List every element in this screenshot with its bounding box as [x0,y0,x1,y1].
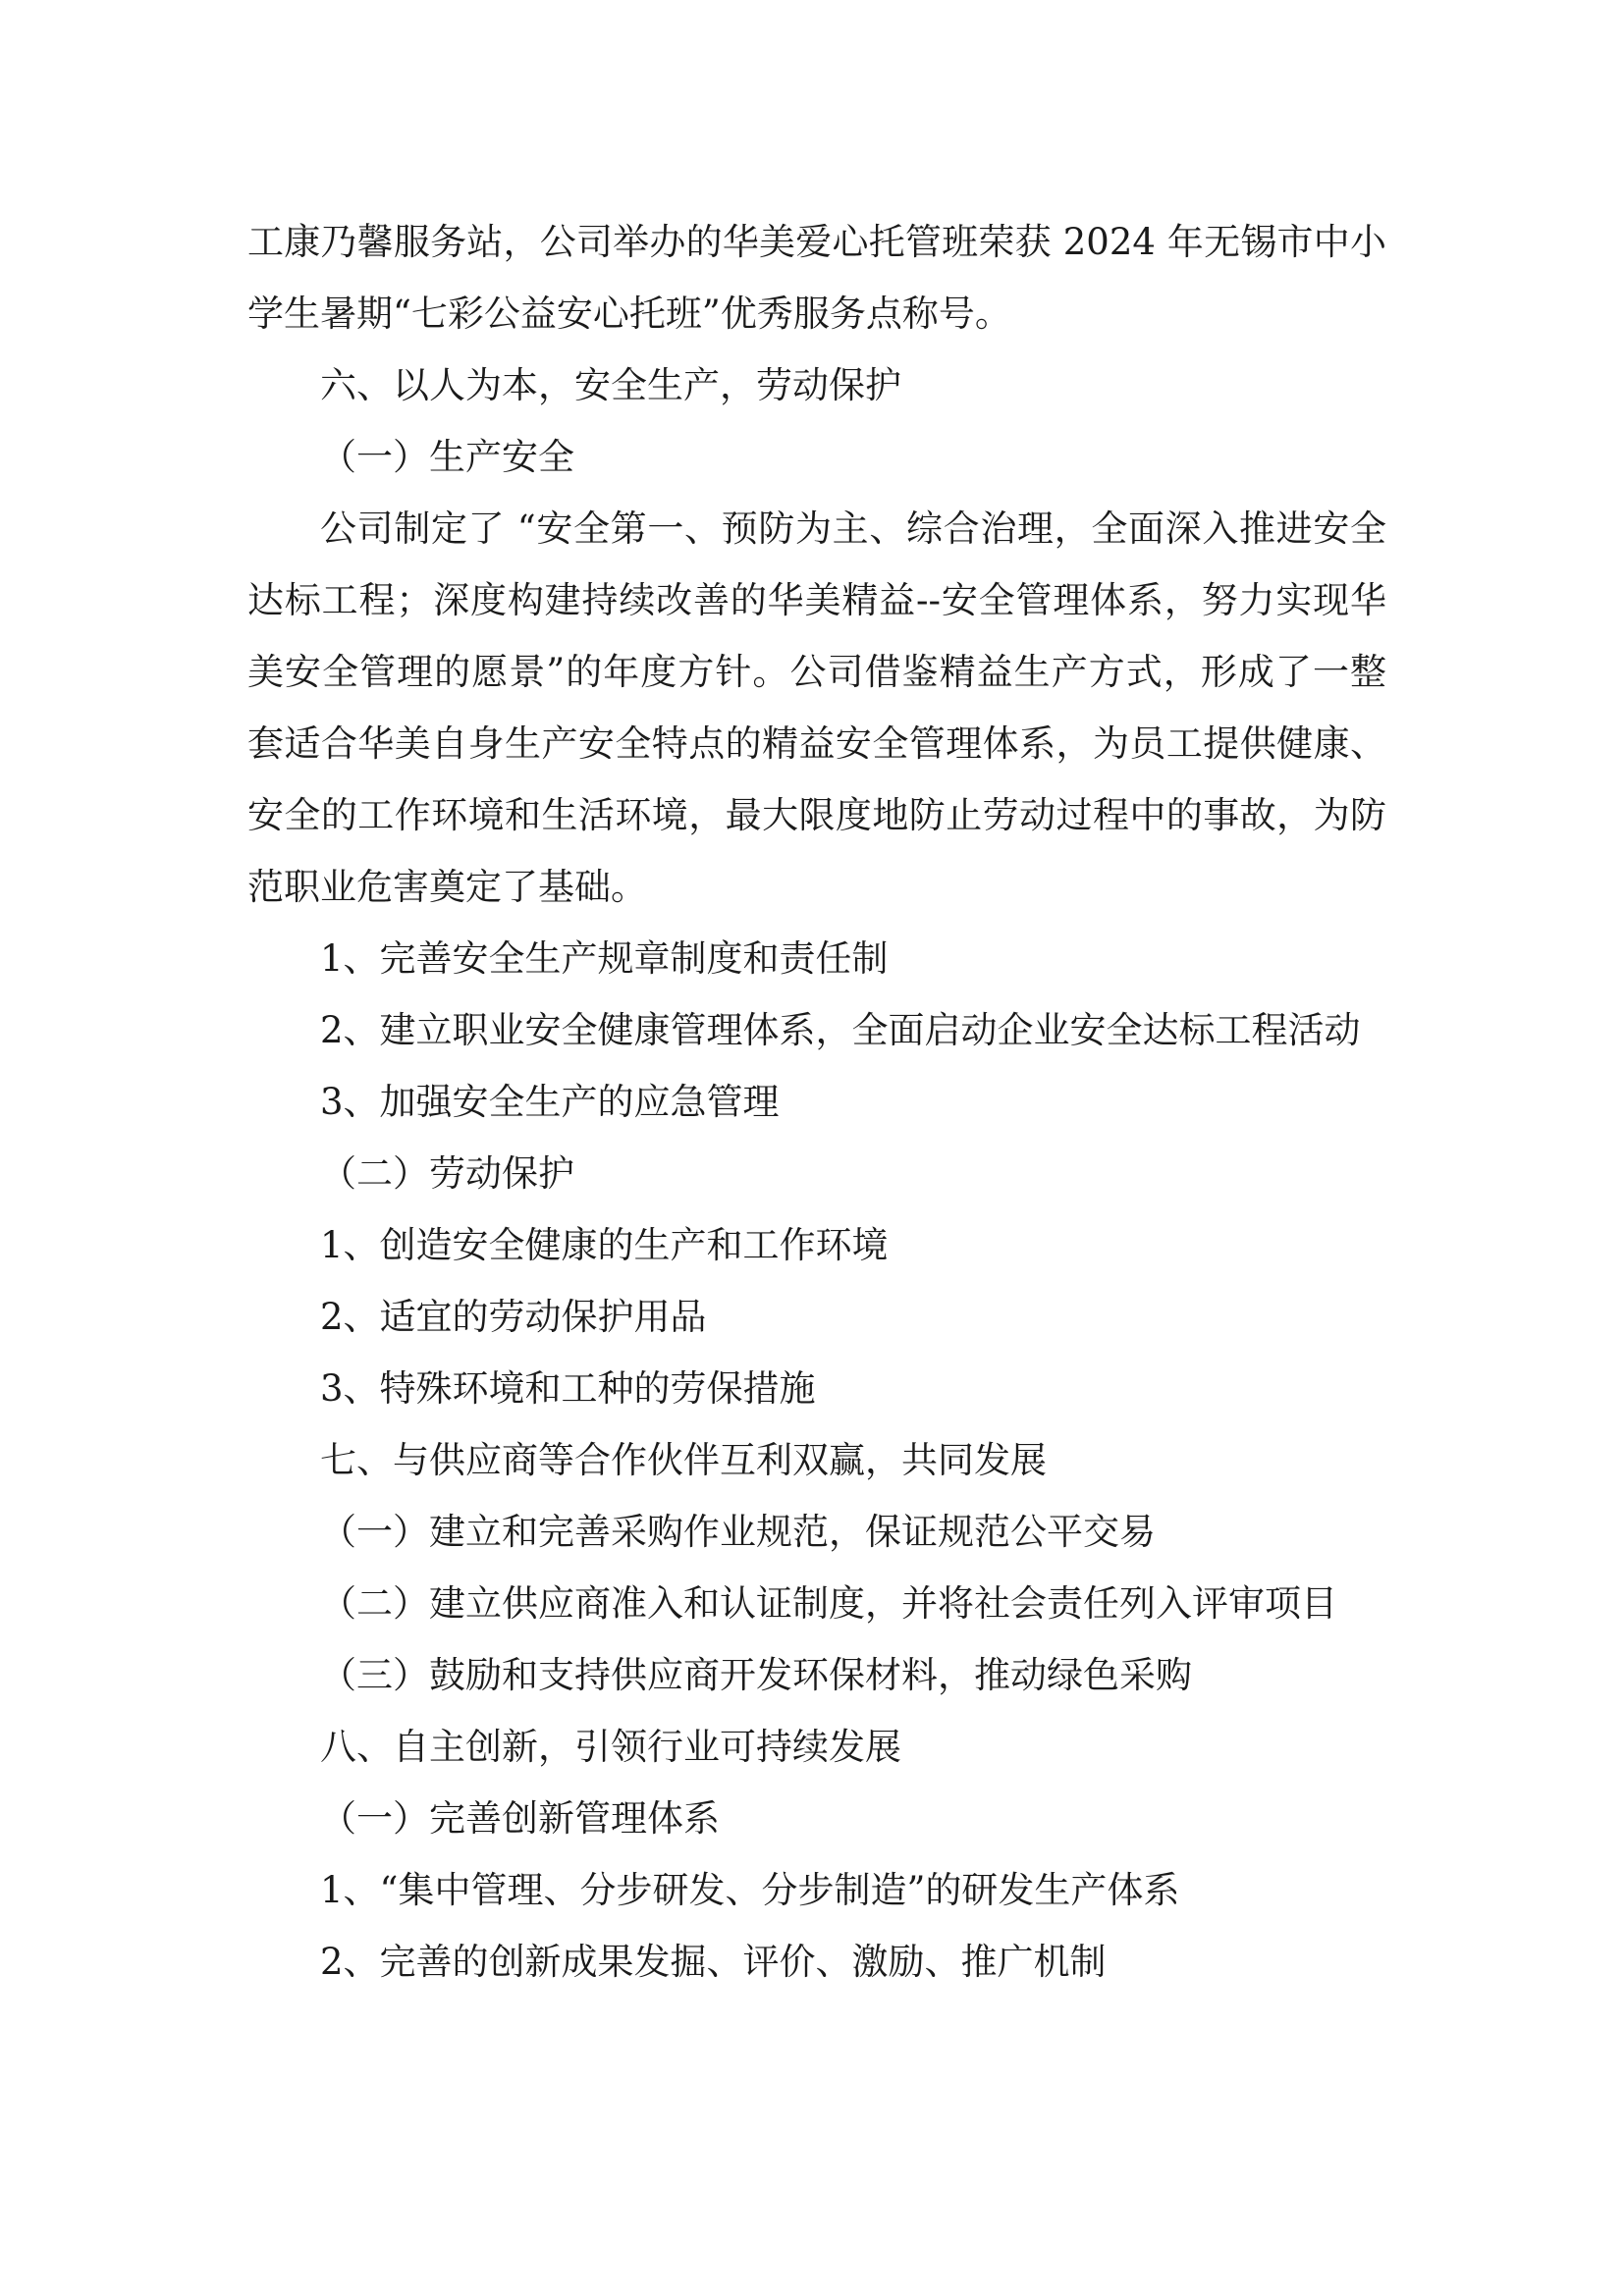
list-item: 2、完善的创新成果发掘、评价、激励、推广机制 [320,1941,1107,1983]
list-item: 2、建立职业安全健康管理体系，全面启动企业安全达标工程活动 [320,1009,1361,1051]
list-item: （三）鼓励和支持供应商开发环保材料，推动绿色采购 [320,1654,1192,1696]
list-item: 1、创造安全健康的生产和工作环境 [320,1224,889,1266]
section-heading-6: 六、以人为本，安全生产，劳动保护 [320,364,901,406]
subsection-heading-labor-protection: （二）劳动保护 [320,1152,574,1195]
list-item: 1、“集中管理、分步研发、分步制造”的研发生产体系 [320,1869,1180,1911]
list-item: （一）建立和完善采购作业规范，保证规范公平交易 [320,1511,1156,1553]
paragraph-continuation: 工康乃馨服务站，公司举办的华美爱心托管班荣获 2024 年无锡市中小学生暑期“七彩公益安心托班”优秀服务点称号。 [247,221,1386,335]
subsection-heading-innovation-system: （一）完善创新管理体系 [320,1797,720,1840]
paragraph-safety-policy: 公司制定了 “安全第一、预防为主、综合治理，全面深入推进安全达标工程；深度构建持续改善的华美精益--安全管理体系，努力实现华美安全管理的愿景”的年度方针。公司借鉴精益生产方式，形成了一整套适合华美自身生产安全特点的精益安全管理体系，为员工提供健康、安全的工作环境和生活环境，最大限度地防止劳动过程中的事故，为防范职业危害奠定了基础。 [247,507,1386,908]
document-body [247,206,1386,1998]
list-item: 1、完善安全生产规章制度和责任制 [320,937,889,980]
list-item: 2、适宜的劳动保护用品 [320,1296,707,1338]
section-heading-8: 八、自主创新，引领行业可持续发展 [320,1726,901,1768]
list-item: 3、加强安全生产的应急管理 [320,1081,780,1123]
list-item: 3、特殊环境和工种的劳保措施 [320,1367,816,1410]
list-item: （二）建立供应商准入和认证制度，并将社会责任列入评审项目 [320,1582,1337,1625]
section-heading-7: 七、与供应商等合作伙伴互利双赢，共同发展 [320,1439,1047,1481]
subsection-heading-production-safety: （一）生产安全 [320,436,574,478]
